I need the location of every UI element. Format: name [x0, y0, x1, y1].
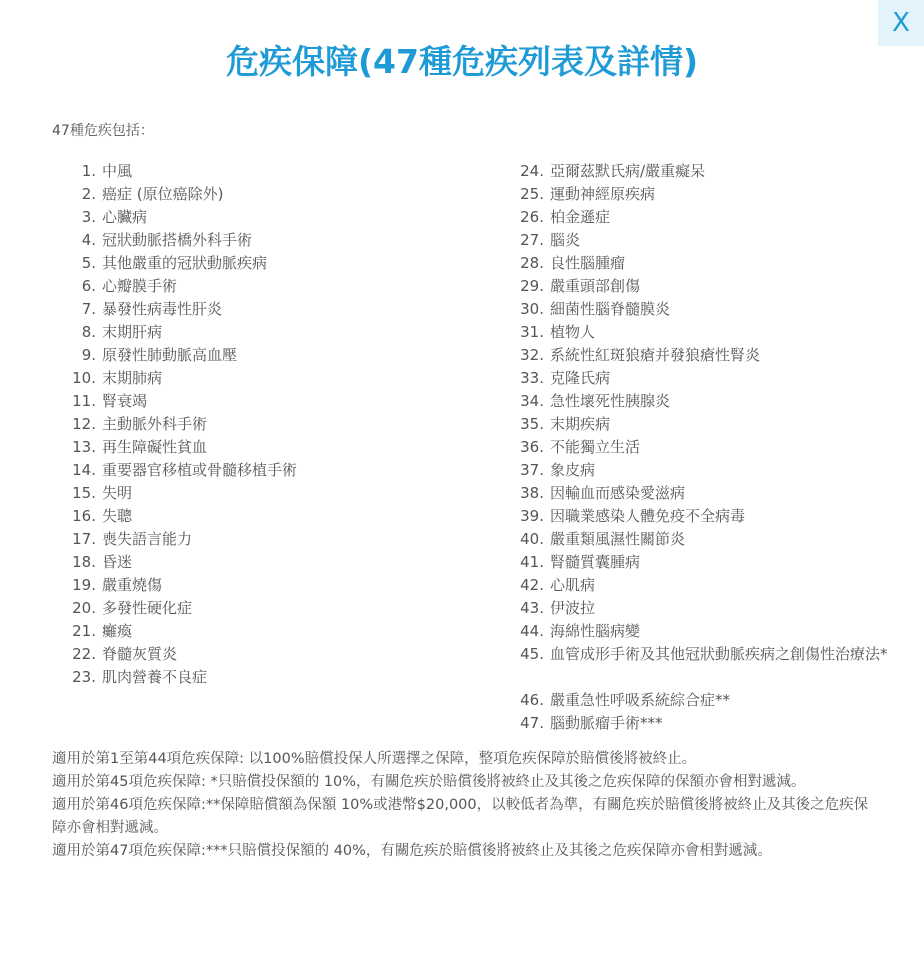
item-text: 昏迷 — [102, 553, 133, 571]
item-text: 急性壞死性胰腺炎 — [550, 392, 671, 410]
list-item — [60, 436, 480, 459]
item-text: 喪失語言能力 — [102, 530, 193, 548]
item-text: 嚴重燒傷 — [102, 576, 163, 594]
item-number: 19. — [72, 576, 96, 594]
item-text: 重要器官移植或骨髓移植手術 — [102, 461, 298, 479]
item-number: 4. — [81, 231, 96, 249]
item-number: 12. — [72, 415, 96, 433]
list-item — [60, 206, 480, 229]
list-item — [60, 459, 480, 482]
item-number: 21. — [72, 622, 96, 640]
item-number: 33. — [520, 369, 544, 387]
list-item — [60, 275, 480, 298]
list-item — [508, 252, 888, 275]
item-number: 6. — [81, 277, 96, 295]
item-text: 血管成形手術及其他冠狀動脈疾病之創傷性治療法* — [550, 645, 888, 663]
list-item — [60, 298, 480, 321]
item-number: 25. — [520, 185, 544, 203]
item-number: 44. — [520, 622, 544, 640]
item-text: 腦動脈瘤手術*** — [550, 714, 663, 732]
list-item — [60, 390, 480, 413]
list-item — [60, 413, 480, 436]
item-number: 27. — [520, 231, 544, 249]
item-text: 腎衰竭 — [102, 392, 148, 410]
item-text: 嚴重類風濕性關節炎 — [550, 530, 686, 548]
list-item — [60, 252, 480, 275]
item-text: 海綿性腦病變 — [550, 622, 641, 640]
item-text: 不能獨立生活 — [550, 438, 641, 456]
list-item — [508, 298, 888, 321]
item-number: 8. — [81, 323, 96, 341]
list-item — [508, 459, 888, 482]
list-item — [60, 643, 480, 666]
list-item — [60, 160, 480, 183]
item-number: 1. — [81, 162, 96, 180]
item-number: 32. — [520, 346, 544, 364]
item-text: 失聰 — [102, 507, 133, 525]
item-number: 47. — [520, 714, 544, 732]
item-text: 末期肺病 — [102, 369, 163, 387]
intro-text: 47種危疾包括： — [52, 123, 154, 139]
item-number: 39. — [520, 507, 544, 525]
item-text: 再生障礙性貧血 — [102, 438, 208, 456]
list-item — [508, 551, 888, 574]
footnote: 適用於第46項危疾保障:**保障賠償額為保額 10%或港幣$20,000，以較低者為準，有關危疾於賠償後將被終止及其後之危疾保障亦會相對遞減。 — [52, 797, 869, 836]
close-button[interactable]: X — [878, 0, 924, 46]
item-text: 主動脈外科手術 — [102, 415, 208, 433]
footnotes — [52, 748, 882, 863]
item-number: 15. — [72, 484, 96, 502]
list-item — [60, 344, 480, 367]
list-item — [508, 620, 888, 643]
item-text: 嚴重急性呼吸系統綜合症** — [550, 691, 731, 709]
item-number: 30. — [520, 300, 544, 318]
item-number: 37. — [520, 461, 544, 479]
item-text: 柏金遜症 — [550, 208, 611, 226]
item-text: 植物人 — [550, 323, 596, 341]
item-text: 脊髓灰質炎 — [102, 645, 178, 663]
item-number: 3. — [81, 208, 96, 226]
item-number: 35. — [520, 415, 544, 433]
item-text: 末期肝病 — [102, 323, 163, 341]
item-number: 38. — [520, 484, 544, 502]
list-item — [508, 160, 888, 183]
list-item — [508, 206, 888, 229]
list-item — [508, 689, 888, 712]
item-number: 7. — [81, 300, 96, 318]
item-number: 34. — [520, 392, 544, 410]
item-text: 多發性硬化症 — [102, 599, 193, 617]
list-item — [508, 528, 888, 551]
list-item — [60, 321, 480, 344]
item-number: 14. — [72, 461, 96, 479]
item-text: 癌症 (原位癌除外) — [102, 185, 224, 203]
item-number: 18. — [72, 553, 96, 571]
list-item — [60, 551, 480, 574]
item-number: 41. — [520, 553, 544, 571]
item-number: 24. — [520, 162, 544, 180]
list-item — [508, 321, 888, 344]
item-text: 克隆氏病 — [550, 369, 611, 387]
item-text: 末期疾病 — [550, 415, 611, 433]
list-item — [508, 390, 888, 413]
list-item — [508, 436, 888, 459]
item-text: 因職業感染人體免疫不全病毒 — [550, 507, 746, 525]
list-item — [60, 528, 480, 551]
list-item — [60, 574, 480, 597]
list-item — [60, 183, 480, 206]
list-item — [508, 229, 888, 252]
footnote: 適用於第1至第44項危疾保障: 以100%賠償投保人所選擇之保障，整項危疾保障於賠償後將被終止。 — [52, 751, 697, 767]
item-text: 暴發性病毒性肝炎 — [102, 300, 223, 318]
item-number: 9. — [81, 346, 96, 364]
page-title: 危疾保障(47種危疾列表及詳情) — [225, 42, 699, 81]
item-number: 13. — [72, 438, 96, 456]
illness-list-right — [508, 160, 888, 735]
item-number: 31. — [520, 323, 544, 341]
item-number: 26. — [520, 208, 544, 226]
item-number: 22. — [72, 645, 96, 663]
item-number: 17. — [72, 530, 96, 548]
item-text: 亞爾茲默氏病/嚴重癡呆 — [550, 162, 706, 180]
list-item — [60, 666, 480, 689]
item-number: 11. — [72, 392, 96, 410]
item-text: 其他嚴重的冠狀動脈疾病 — [102, 254, 268, 272]
item-number: 2. — [81, 185, 96, 203]
item-text: 細菌性腦脊髓膜炎 — [550, 300, 671, 318]
item-text: 腎髓質囊腫病 — [550, 553, 641, 571]
item-number: 23. — [72, 668, 96, 686]
item-text: 腦炎 — [550, 231, 581, 249]
list-item — [508, 505, 888, 528]
list-item — [60, 229, 480, 252]
illness-list-left — [60, 160, 480, 689]
item-text: 運動神經原疾病 — [550, 185, 656, 203]
item-number: 42. — [520, 576, 544, 594]
item-number: 36. — [520, 438, 544, 456]
item-text: 失明 — [102, 484, 133, 502]
list-item — [508, 574, 888, 597]
item-number: 40. — [520, 530, 544, 548]
list-item — [508, 712, 888, 735]
item-text: 心臟病 — [102, 208, 148, 226]
item-number: 16. — [72, 507, 96, 525]
list-item — [508, 275, 888, 298]
item-text: 象皮病 — [550, 461, 596, 479]
list-item — [508, 643, 888, 689]
item-number: 20. — [72, 599, 96, 617]
list-item — [508, 413, 888, 436]
list-item — [60, 367, 480, 390]
list-item — [60, 620, 480, 643]
item-number: 5. — [81, 254, 96, 272]
footnote: 適用於第45項危疾保障: *只賠償投保額的 10%，有關危疾於賠償後將被終止及其後之危疾保障的保額亦會相對遞減。 — [52, 774, 806, 790]
list-item — [508, 482, 888, 505]
item-text: 心肌病 — [550, 576, 596, 594]
list-item — [508, 367, 888, 390]
list-item — [60, 505, 480, 528]
item-text: 癱瘓 — [102, 622, 133, 640]
item-text: 原發性肺動脈高血壓 — [102, 346, 238, 364]
list-item — [60, 597, 480, 620]
item-text: 系統性紅斑狼瘡并發狼瘡性腎炎 — [550, 346, 761, 364]
item-text: 因輸血而感染愛滋病 — [550, 484, 686, 502]
item-text: 嚴重頭部創傷 — [550, 277, 641, 295]
item-number: 43. — [520, 599, 544, 617]
item-number: 29. — [520, 277, 544, 295]
item-text: 中風 — [102, 162, 133, 180]
item-text: 冠狀動脈搭橋外科手術 — [102, 231, 253, 249]
list-item — [508, 597, 888, 620]
list-item — [60, 482, 480, 505]
item-text: 伊波拉 — [550, 599, 596, 617]
item-number: 10. — [72, 369, 96, 387]
item-text: 良性腦腫瘤 — [550, 254, 626, 272]
footnote: 適用於第47項危疾保障:***只賠償投保額的 40%，有關危疾於賠償後將被終止及其後之危疾保障亦會相對遞減。 — [52, 843, 772, 859]
item-number: 46. — [520, 691, 544, 709]
item-text: 心瓣膜手術 — [102, 277, 178, 295]
item-number: 45. — [520, 645, 544, 663]
item-text: 肌肉營養不良症 — [102, 668, 208, 686]
item-number: 28. — [520, 254, 544, 272]
list-item — [508, 344, 888, 367]
list-item — [508, 183, 888, 206]
